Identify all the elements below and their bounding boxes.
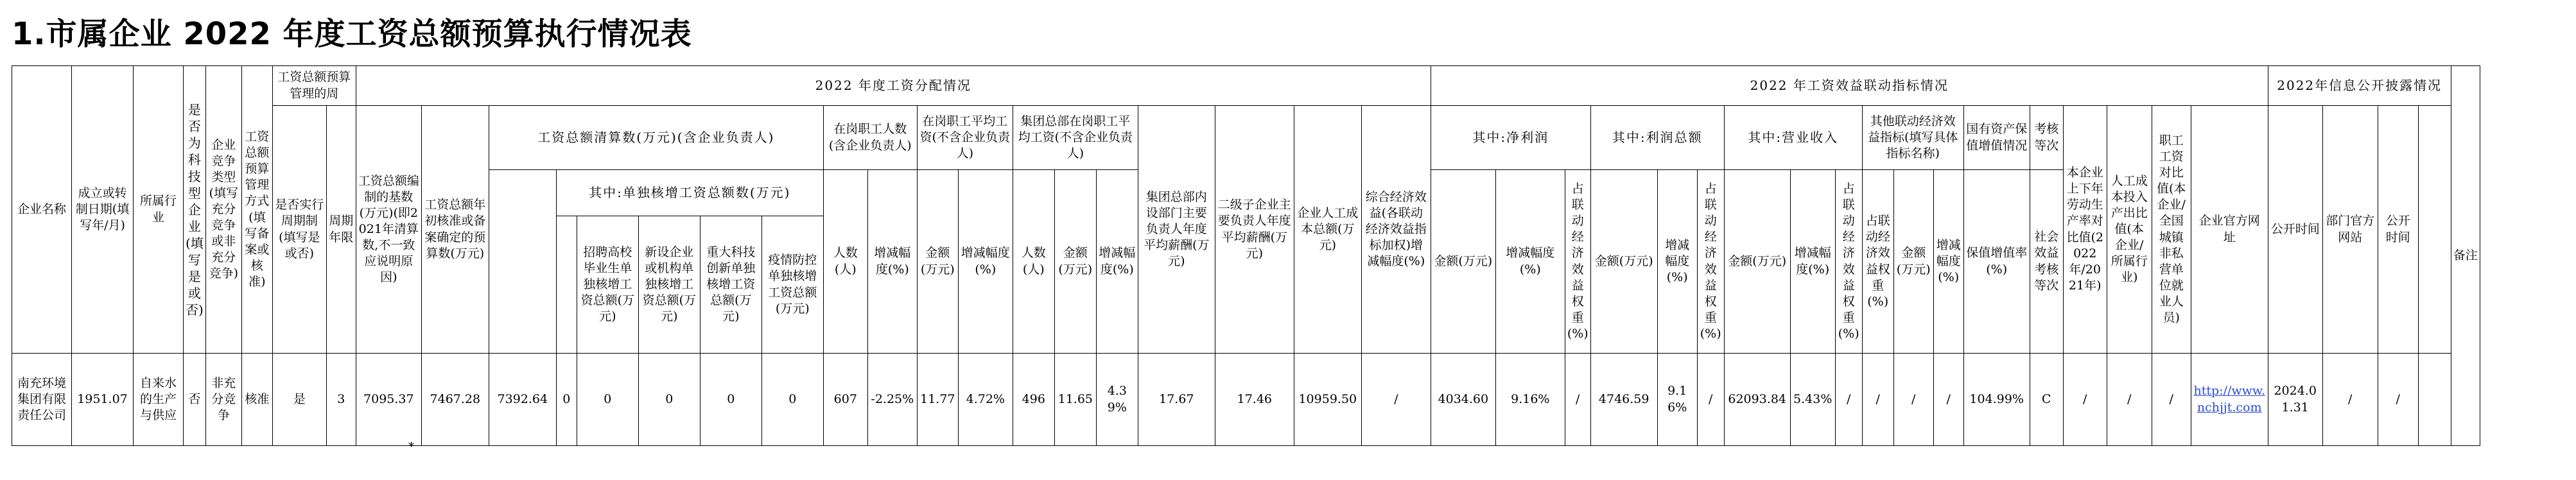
header-hq-avg: 集团总部在岗职工平均工资(不含企业负责人) xyxy=(1013,106,1138,170)
header-value-growth-rate: 保值增值率(%) xyxy=(1963,170,2030,354)
cell-onpost-people: 607 xyxy=(823,354,867,446)
cell-publish-time: 2024.01.31 xyxy=(2268,354,2322,446)
header-profit-amount: 金额(万元) xyxy=(1590,170,1657,354)
header-enterprise-name: 企业名称 xyxy=(12,66,72,354)
cell-sub-head-pay: 17.46 xyxy=(1215,354,1294,446)
table-row xyxy=(12,354,2480,446)
header-cycle-years: 周期年限 xyxy=(326,106,356,354)
header-onpost-avg-growth: 增减幅度(%) xyxy=(958,170,1013,354)
cell-remarks xyxy=(2418,354,2451,446)
header-profit-growth: 增减幅度(%) xyxy=(1657,170,1697,354)
cell-est-date: 1951.07 xyxy=(72,354,134,446)
header-new-inst: 新设企业或机构单独核增工资总额(万元) xyxy=(638,216,700,354)
header-net-profit-weight: 占联动经济效益权重(%) xyxy=(1565,170,1590,354)
header-recruit: 招聘高校毕业生单独核增工资总额(万元) xyxy=(577,216,638,354)
footnote-mark: * xyxy=(408,440,414,454)
header-revenue-weight: 占联动经济效益权重(%) xyxy=(1835,170,1862,354)
cell-hq-avg-growth: 4.39% xyxy=(1096,354,1138,446)
wage-budget-table xyxy=(12,65,2480,446)
header-is-cycle: 是否实行周期制(填写是或否) xyxy=(272,106,326,354)
header-net-profit-group: 其中:净利润 xyxy=(1431,106,1590,170)
header-dept-publish-time: 公开时间 xyxy=(2378,106,2418,354)
header-staff-wage-ratio: 职工工资对比值(本企业/全国城镇非私营单位就业人员) xyxy=(2152,106,2191,354)
header-benefit-group: 2022 年工资效益联动指标情况 xyxy=(1431,66,2268,106)
header-hq-amount: 金额(万元) xyxy=(1054,170,1096,354)
cell-labor-productivity: / xyxy=(2063,354,2107,446)
header-cost-ratio: 人工成本投入产出比值(本企业/所属行业) xyxy=(2107,106,2152,354)
cell-cost-ratio: / xyxy=(2107,354,2152,446)
header-settlement-total xyxy=(489,170,556,354)
header-epidemic: 疫情防控单独核增工资总额(万元) xyxy=(761,216,823,354)
header-other-growth: 增减幅度(%) xyxy=(1933,170,1963,354)
cell-other-growth: / xyxy=(1933,354,1963,446)
header-onpost-avg: 在岗职工平均工资(不含企业负责人) xyxy=(917,106,1013,170)
cell-profit-weight: / xyxy=(1697,354,1724,446)
cell-single-total: 0 xyxy=(556,354,577,446)
cell-industry: 自来水的生产与供应 xyxy=(134,354,184,446)
cell-net-profit-growth: 9.16% xyxy=(1495,354,1565,446)
header-single-group: 其中:单独核增工资总额数(万元) xyxy=(556,170,823,216)
header-net-profit-amount: 金额(万元) xyxy=(1431,170,1495,354)
header-alloc-group: 2022 年度工资分配情况 xyxy=(356,66,1431,106)
cell-new-inst: 0 xyxy=(638,354,700,446)
cell-dept-publish-time: / xyxy=(2378,354,2418,446)
cell-net-profit: 4034.60 xyxy=(1431,354,1495,446)
cell-hq-dept-head-pay: 17.67 xyxy=(1138,354,1215,446)
header-base-amount: 工资总额编制的基数(万元)(即2021年清算数,不一致应说明原因) xyxy=(356,106,421,354)
header-revenue-amount: 金额(万元) xyxy=(1724,170,1790,354)
header-onpost-people: 在岗职工人数(含企业负责人) xyxy=(823,106,917,170)
cell-budget-mode: 核准 xyxy=(241,354,272,446)
header-comp-type: 企业竞争类型(填写充分竞争或非充分竞争) xyxy=(205,66,241,354)
header-other-indicator-group: 其他联动经济效益指标(填写具体指标名称) xyxy=(1862,106,1963,170)
cell-settlement: 7392.64 xyxy=(489,354,556,446)
header-official-site: 企业官方网址 xyxy=(2191,106,2268,354)
header-tech-innov: 重大科技创新单独核增工资总额(万元) xyxy=(700,216,761,354)
header-assessment-grade: 考核等次 xyxy=(2030,106,2063,170)
cell-composite-growth: / xyxy=(1361,354,1431,446)
header-sub-head-pay: 二级子企业主要负责人年度平均薪酬(万元) xyxy=(1215,106,1294,354)
header-remarks: 备注 xyxy=(2451,66,2480,446)
cell-tech-innov: 0 xyxy=(700,354,761,446)
header-est-date: 成立或转制日期(填写年/月) xyxy=(72,66,134,354)
cell-other-amount: / xyxy=(1893,354,1933,446)
cell-profit-growth: 9.16% xyxy=(1657,354,1697,446)
cell-hq-people: 496 xyxy=(1013,354,1054,446)
cell-labor-cost: 10959.50 xyxy=(1294,354,1361,446)
header-asset-value-group: 国有资产保值增值情况 xyxy=(1963,106,2030,170)
header-cycle-group: 工资总额预算管理的周 xyxy=(272,66,356,106)
cell-cycle-years: 3 xyxy=(326,354,356,446)
header-net-profit-growth: 增减幅度(%) xyxy=(1495,170,1565,354)
header-onpost-people-count: 人数(人) xyxy=(823,170,867,354)
cell-is-tech: 否 xyxy=(184,354,206,446)
cell-onpost-avg-growth: 4.72% xyxy=(958,354,1013,446)
cell-revenue: 62093.84 xyxy=(1724,354,1790,446)
header-is-tech: 是否为科技型企业(填写是或否) xyxy=(184,66,206,354)
official-site-link[interactable]: http://www.nchjjt.com xyxy=(2191,354,2268,446)
cell-staff-wage-ratio: / xyxy=(2152,354,2191,446)
cell-social-grade: C xyxy=(2030,354,2063,446)
header-industry: 所属行业 xyxy=(134,66,184,354)
cell-epidemic: 0 xyxy=(761,354,823,446)
cell-verified-budget: 7467.28 xyxy=(421,354,489,446)
header-other-amount: 金额(万元) xyxy=(1893,170,1933,354)
header-profit-weight: 占联动经济效益权重(%) xyxy=(1697,170,1724,354)
header-publish-time: 公开时间 xyxy=(2268,106,2322,354)
cell-comp-type: 非充分竞争 xyxy=(205,354,241,446)
cell-is-cycle: 是 xyxy=(272,354,326,446)
header-other-weight-a: 占联动经济效益权重(%) xyxy=(1862,170,1893,354)
cell-hq-avg: 11.65 xyxy=(1054,354,1096,446)
header-labor-productivity: 本企业上下年劳动生产率对比值(2022年/2021年) xyxy=(2063,106,2107,354)
header-labor-cost: 企业人工成本总额(万元) xyxy=(1294,106,1361,354)
header-onpost-avg-amount: 金额(万元) xyxy=(917,170,958,354)
header-disclosure-group: 2022年信息公开披露情况 xyxy=(2268,66,2451,106)
header-onpost-people-growth: 增减幅度(%) xyxy=(867,170,917,354)
cell-base-amount: 7095.37 xyxy=(356,354,421,446)
cell-other-weight: / xyxy=(1862,354,1893,446)
header-budget-mode: 工资总额预算管理方式(填写备案或核准) xyxy=(241,66,272,354)
header-hq-people: 人数(人) xyxy=(1013,170,1054,354)
cell-revenue-weight: / xyxy=(1835,354,1862,446)
cell-recruit: 0 xyxy=(577,354,638,446)
cell-onpost-people-growth: -2.25% xyxy=(867,354,917,446)
cell-value-growth-rate: 104.99% xyxy=(1963,354,2030,446)
cell-net-profit-weight: / xyxy=(1565,354,1590,446)
header-revenue-growth: 增减幅度(%) xyxy=(1790,170,1835,354)
header-settlement-group: 工资总额清算数(万元)(含企业负责人) xyxy=(489,106,823,170)
page-title: 1.市属企业 2022 年度工资总额预算执行情况表 xyxy=(12,16,692,52)
header-hq-growth: 增减幅度(%) xyxy=(1096,170,1138,354)
cell-onpost-avg: 11.77 xyxy=(917,354,958,446)
header-verified-budget: 工资总额年初核准或备案确定的预算数(万元) xyxy=(421,106,489,354)
header-hq-dept-head-pay: 集团总部内设部门主要负责人年度平均薪酬(万元) xyxy=(1138,106,1215,354)
cell-dept-site: / xyxy=(2322,354,2378,446)
header-composite-growth: 综合经济效益(各联动经济效益指标加权)增减幅度(%) xyxy=(1361,106,1431,354)
cell-enterprise-name: 南充环境集团有限责任公司 xyxy=(12,354,72,446)
header-dept-site: 部门官方网站 xyxy=(2322,106,2378,354)
cell-revenue-growth: 5.43% xyxy=(1790,354,1835,446)
header-social-grade: 社会效益考核等次 xyxy=(2030,170,2063,354)
header-single-total xyxy=(556,216,577,354)
header-profit-group: 其中:利润总额 xyxy=(1590,106,1724,170)
header-revenue-group: 其中:营业收入 xyxy=(1724,106,1862,170)
cell-profit: 4746.59 xyxy=(1590,354,1657,446)
